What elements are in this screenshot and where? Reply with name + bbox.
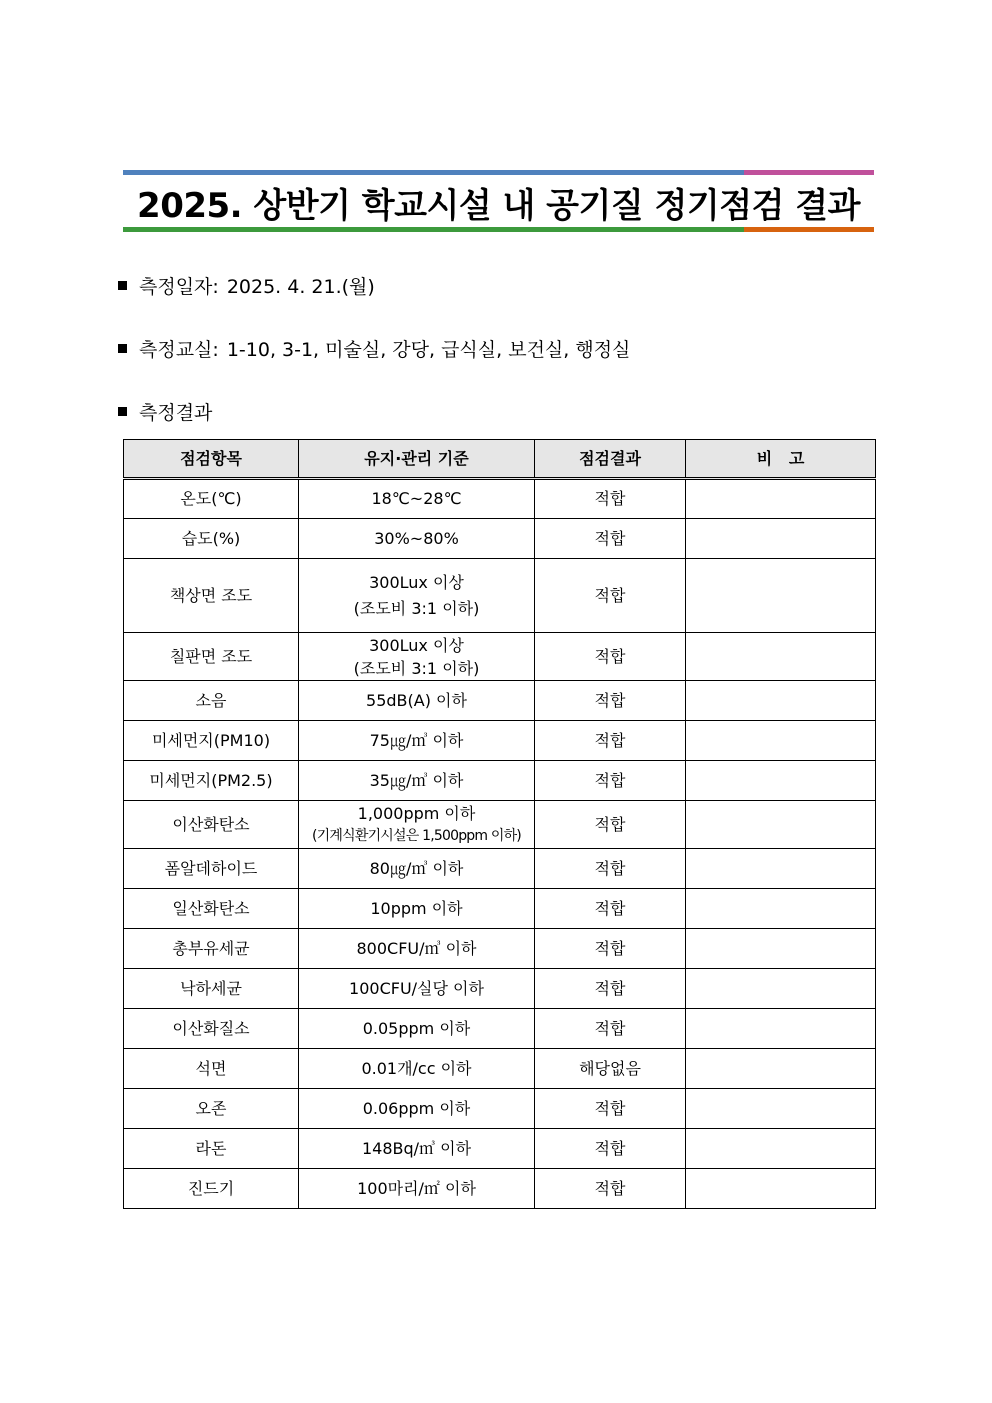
cell-item: 이산화탄소 xyxy=(124,801,299,849)
cell-note xyxy=(686,1089,876,1129)
table-row xyxy=(124,969,876,1009)
cell-note xyxy=(686,969,876,1009)
date-label: 측정일자: xyxy=(139,276,219,298)
cell-standard-line1: 300Lux 이상 xyxy=(369,572,464,592)
cell-note xyxy=(686,479,876,519)
square-bullet-icon xyxy=(118,281,127,290)
results-label: 측정결과 xyxy=(139,402,213,424)
square-bullet-icon xyxy=(118,407,127,416)
cell-note xyxy=(686,889,876,929)
table-row xyxy=(124,519,876,559)
title-block xyxy=(123,170,874,233)
cell-standard: 100CFU/실당 이하 xyxy=(299,969,535,1009)
results-table xyxy=(123,439,876,1209)
cell-standard: 10ppm 이하 xyxy=(299,889,535,929)
cell-note xyxy=(686,1129,876,1169)
cell-note xyxy=(686,1009,876,1049)
cell-item: 소음 xyxy=(124,681,299,721)
cell-result: 적합 xyxy=(535,849,686,889)
header-note: 비 고 xyxy=(686,440,876,479)
cell-standard xyxy=(299,633,535,681)
table-row xyxy=(124,1089,876,1129)
table-row xyxy=(124,1049,876,1089)
cell-result: 적합 xyxy=(535,1009,686,1049)
table-row xyxy=(124,889,876,929)
cell-note xyxy=(686,929,876,969)
cell-standard: 18℃~28℃ xyxy=(299,479,535,519)
cell-standard-line2: (기계식환기시설은 1,500ppm 이하) xyxy=(312,827,521,844)
title-bottom-bar xyxy=(123,227,874,232)
cell-note xyxy=(686,761,876,801)
table-header-row xyxy=(124,440,876,479)
info-date xyxy=(118,272,375,299)
cell-item: 석면 xyxy=(124,1049,299,1089)
info-rooms xyxy=(118,335,630,362)
table-row xyxy=(124,1009,876,1049)
cell-result: 적합 xyxy=(535,1089,686,1129)
table-row xyxy=(124,1169,876,1209)
cell-item: 라돈 xyxy=(124,1129,299,1169)
cell-result: 적합 xyxy=(535,681,686,721)
cell-standard: 75㎍/㎥ 이하 xyxy=(299,721,535,761)
cell-item: 칠판면 조도 xyxy=(124,633,299,681)
cell-result: 적합 xyxy=(535,929,686,969)
cell-item: 낙하세균 xyxy=(124,969,299,1009)
cell-note xyxy=(686,1049,876,1089)
table-row xyxy=(124,633,876,681)
table-row xyxy=(124,479,876,519)
cell-note xyxy=(686,849,876,889)
cell-note xyxy=(686,681,876,721)
cell-result: 적합 xyxy=(535,1169,686,1209)
cell-note xyxy=(686,633,876,681)
header-item: 점검항목 xyxy=(124,440,299,479)
title-top-bar-end xyxy=(744,170,874,175)
cell-standard: 30%~80% xyxy=(299,519,535,559)
cell-standard: 35㎍/㎥ 이하 xyxy=(299,761,535,801)
cell-result: 적합 xyxy=(535,559,686,633)
cell-item: 습도(%) xyxy=(124,519,299,559)
table-row xyxy=(124,801,876,849)
date-value: 2025. 4. 21.(월) xyxy=(226,276,375,298)
info-results xyxy=(118,398,212,425)
cell-standard: 0.01개/cc 이하 xyxy=(299,1049,535,1089)
cell-item: 오존 xyxy=(124,1089,299,1129)
table-row xyxy=(124,849,876,889)
cell-result: 적합 xyxy=(535,519,686,559)
header-standard: 유지·관리 기준 xyxy=(299,440,535,479)
cell-note xyxy=(686,519,876,559)
table-row xyxy=(124,559,876,633)
cell-item: 일산화탄소 xyxy=(124,889,299,929)
cell-standard: 148Bq/㎥ 이하 xyxy=(299,1129,535,1169)
rooms-value: 1-10, 3-1, 미술실, 강당, 급식실, 보건실, 행정실 xyxy=(226,339,631,361)
cell-result: 적합 xyxy=(535,761,686,801)
square-bullet-icon xyxy=(118,344,127,353)
cell-standard: 800CFU/㎥ 이하 xyxy=(299,929,535,969)
cell-result: 적합 xyxy=(535,889,686,929)
cell-standard-line2: (조도비 3:1 이하) xyxy=(353,658,480,678)
cell-item: 이산화질소 xyxy=(124,1009,299,1049)
cell-result: 적합 xyxy=(535,479,686,519)
cell-result: 적합 xyxy=(535,969,686,1009)
cell-note xyxy=(686,801,876,849)
title-bottom-bar-main xyxy=(123,227,744,232)
cell-item: 진드기 xyxy=(124,1169,299,1209)
cell-standard-line1: 300Lux 이상 xyxy=(369,635,464,655)
cell-item: 온도(℃) xyxy=(124,479,299,519)
cell-standard xyxy=(299,559,535,633)
cell-standard xyxy=(299,801,535,849)
table-row xyxy=(124,929,876,969)
title-top-bar-main xyxy=(123,170,744,175)
page-title: 2025. 상반기 학교시설 내 공기질 정기점검 결과 xyxy=(137,185,860,226)
header-result: 점검결과 xyxy=(535,440,686,479)
cell-result: 적합 xyxy=(535,633,686,681)
cell-result: 적합 xyxy=(535,801,686,849)
rooms-label: 측정교실: xyxy=(139,339,219,361)
cell-note xyxy=(686,1169,876,1209)
table-row xyxy=(124,681,876,721)
cell-standard: 55dB(A) 이하 xyxy=(299,681,535,721)
cell-standard: 0.06ppm 이하 xyxy=(299,1089,535,1129)
cell-result: 적합 xyxy=(535,721,686,761)
cell-item: 폼알데하이드 xyxy=(124,849,299,889)
table-row xyxy=(124,721,876,761)
cell-result: 적합 xyxy=(535,1129,686,1169)
cell-note xyxy=(686,559,876,633)
cell-standard: 0.05ppm 이하 xyxy=(299,1009,535,1049)
cell-item: 미세먼지(PM2.5) xyxy=(124,761,299,801)
cell-standard-line2: (조도비 3:1 이하) xyxy=(353,598,480,618)
title-top-bar xyxy=(123,170,874,175)
cell-standard: 80㎍/㎥ 이하 xyxy=(299,849,535,889)
title-bottom-bar-end xyxy=(744,227,874,232)
table-row xyxy=(124,761,876,801)
cell-result: 해당없음 xyxy=(535,1049,686,1089)
cell-note xyxy=(686,721,876,761)
cell-item: 총부유세균 xyxy=(124,929,299,969)
cell-item: 책상면 조도 xyxy=(124,559,299,633)
cell-standard-line1: 1,000ppm 이하 xyxy=(357,803,476,823)
cell-item: 미세먼지(PM10) xyxy=(124,721,299,761)
table-row xyxy=(124,1129,876,1169)
cell-standard: 100마리/㎡ 이하 xyxy=(299,1169,535,1209)
